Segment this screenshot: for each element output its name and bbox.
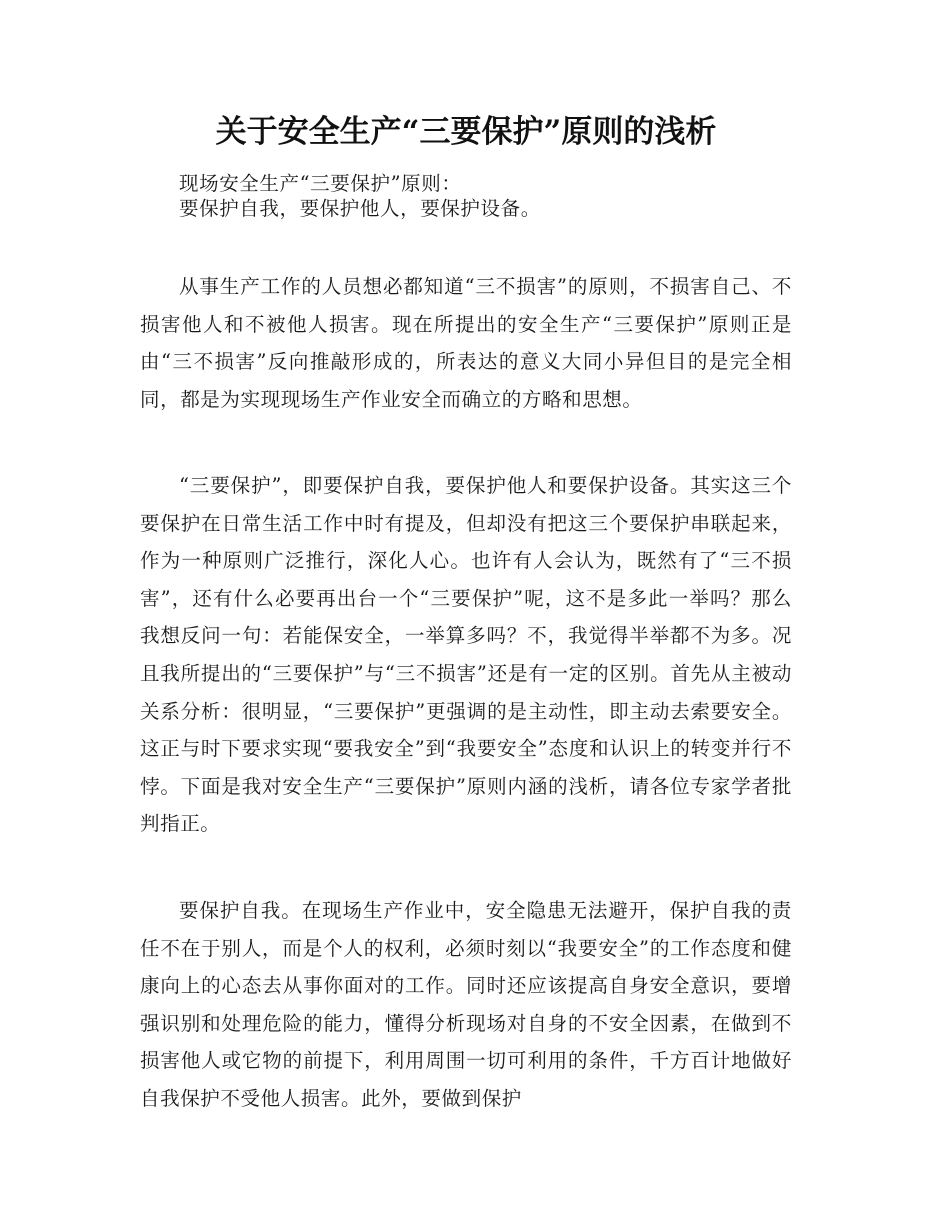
document-title: 关于安全生产“三要保护”原则的浅析 <box>215 114 717 150</box>
paragraph-principle-summary: 要保护自我，要保护他人，要保护设备。 <box>179 197 541 220</box>
paragraph-three-protections: “三要保护”，即要保护自我，要保护他人和要保护设备。其实这三个要保护在日常生活工作中时有提及，但却没有把这三个要保护串联起来，作为一种原则广泛推行，深化人心。也许有人会认为，既然有了“三不损害”，还有什么必要再出台一个“三要保护”呢，这不是多此一举吗？那么我想反问一句：若能保安全，一举算多吗？不，我觉得半举都不为多。况且我所提出的“三要保护”与“三不损害”还是有一定的区别。首先从主被动关系分析：很明显，“三要保护”更强调的是主动性，即主动去索要安全。这正与时下要求实现“要我安全”到“我要安全”态度和认识上的转变并行不悖。下面是我对安全生产“三要保护”原则内涵的浅析，请各位专家学者批判指正。 <box>140 474 792 836</box>
paragraph-three-no-harm: 从事生产工作的人员想必都知道“三不损害”的原则，不损害自己、不损害他人和不被他人损害。现在所提出的安全生产“三要保护”原则正是由“三不损害”反向推敲形成的，所表达的意义大同小异但目的是完全相同，都是为实现现场生产作业安全而确立的方略和思想。 <box>140 275 792 411</box>
paragraph-principle-heading: 现场安全生产“三要保护”原则： <box>179 172 462 195</box>
paragraph-protect-self: 要保护自我。在现场生产作业中，安全隐患无法避开，保护自我的责任不在于别人，而是个人的权利，必须时刻以“我要安全”的工作态度和健康向上的心态去从事你面对的工作。同时还应该提高自身安全意识，要增强识别和处理危险的能力，懂得分析现场对自身的不安全因素，在做到不损害他人或它物的前提下，利用周围一切可利用的条件，千方百计地做好自我保护不受他人损害。此外，要做到保护 <box>140 899 792 1110</box>
